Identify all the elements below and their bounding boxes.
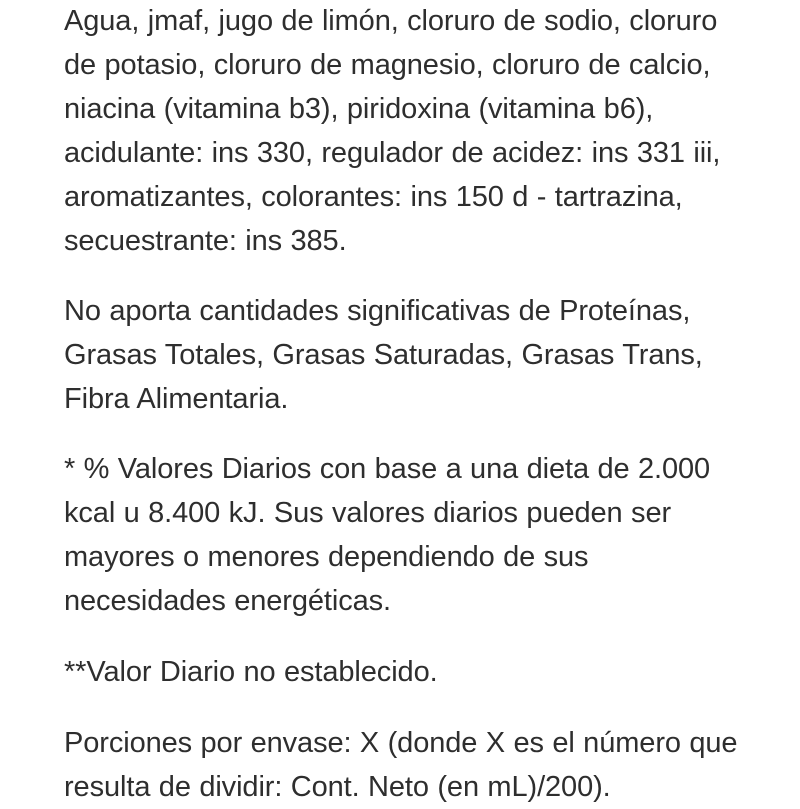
daily-values-note-paragraph: * % Valores Diarios con base a una dieta de 2.000 kcal u 8.400 kJ. Sus valores diarios pueden ser mayores o menores dependiendo de sus necesidades energéticas. xyxy=(64,453,711,617)
no-daily-value-note-paragraph: **Valor Diario no establecido. xyxy=(64,656,438,688)
no-significant-amounts-paragraph: No aporta cantidades significativas de Proteínas, Grasas Totales, Grasas Saturadas, Grasas Trans, Fibra Alimentaria. xyxy=(64,295,703,415)
ingredients-paragraph: Agua, jmaf, jugo de limón, cloruro de sodio, cloruro de potasio, cloruro de magnesio, cloruro de calcio, niacina (vitamina b3), piridoxina (vitamina b6), acidulante: ins 330, regulador de acidez: ins 331 iii, aromatizantes, colorantes: ins 150 d - tartrazina, secuestrante: ins 385. xyxy=(64,5,721,257)
servings-per-container-paragraph: Porciones por envase: X (donde X es el número que resulta de dividir: Cont. Neto (en mL)/200). xyxy=(64,727,738,803)
